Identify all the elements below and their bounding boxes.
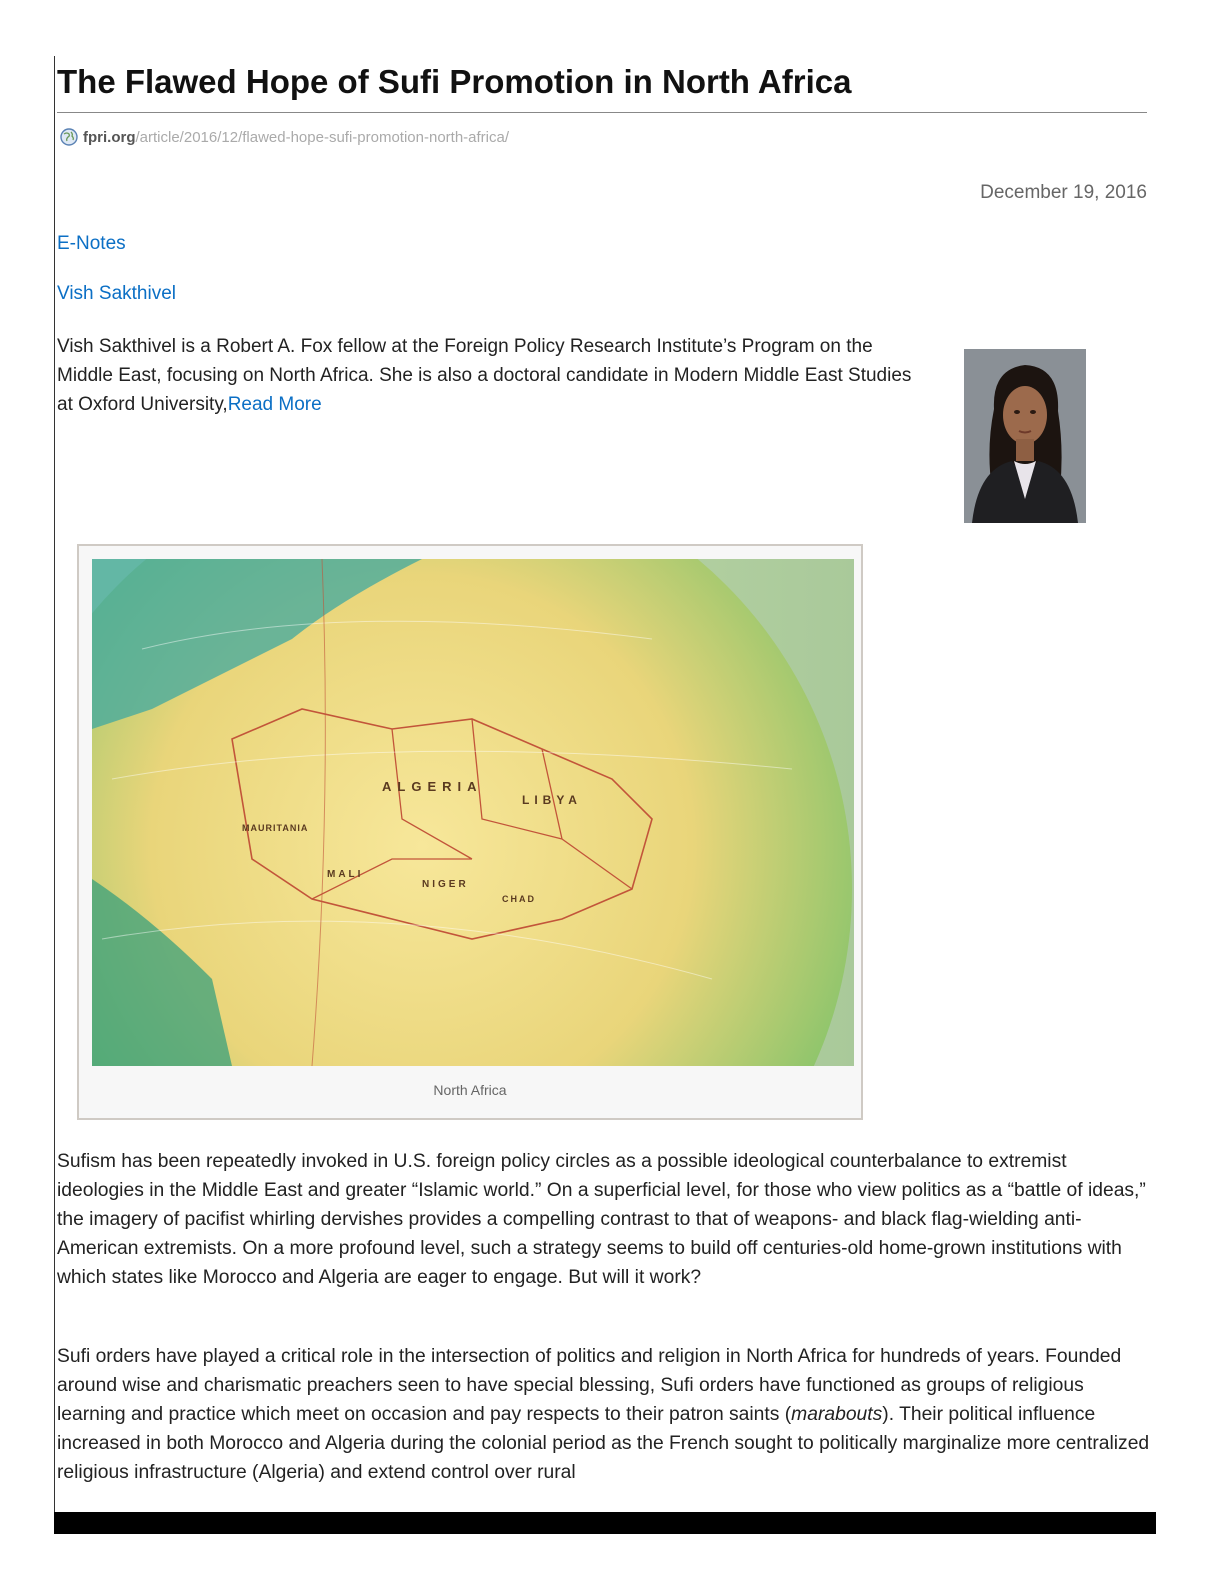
paragraph-2-italic: marabouts [791, 1404, 883, 1425]
map-label-chad: CHAD [502, 894, 536, 904]
author-photo [964, 349, 1086, 523]
globe-icon [60, 128, 78, 146]
map-label-mauritania: MAURITANIA [242, 823, 309, 833]
source-url[interactable] [60, 124, 509, 150]
author-link[interactable]: Vish Sakthivel [57, 283, 176, 304]
title-divider [57, 112, 1147, 113]
globe-map-graphic [92, 559, 854, 1066]
map-label-algeria: ALGERIA [382, 779, 483, 794]
author-portrait [964, 349, 1086, 523]
publish-date: December 19, 2016 [980, 182, 1147, 203]
read-more-link[interactable]: Read More [227, 394, 322, 415]
figure-caption: North Africa [433, 1082, 507, 1098]
paragraph-2-before: Sufi orders have played a critical role in the intersection of politics and religion in North Africa for hundreds of years. Founded around wise and charismatic preachers seen to have special blessing, Sufi orders have functioned as groups of religious learning and practice which meet on occasion and pay respects to their patron saints ( [57, 1346, 1122, 1425]
map-label-mali: MALI [327, 869, 364, 880]
source-domain[interactable]: fpri.org [83, 128, 136, 146]
left-margin-rule [54, 56, 55, 1534]
body-paragraph-2 [57, 1342, 1152, 1487]
map-label-libya: LIBYA [522, 793, 582, 807]
page-bottom-bar [54, 1512, 1156, 1534]
body-paragraph-1: Sufism has been repeatedly invoked in U.S. foreign policy circles as a possible ideological counterbalance to extremist ideologies in the Middle East and greater “Islamic world.” On a superficial level, for those who view politics as a “battle of ideas,” the imagery of pacifist whirling dervishes provides a compelling contrast to that of weapons- and black flag-wielding anti-American extremists. On a more profound level, such a strategy seems to build off centuries-old home-grown institutions with which states like Morocco and Algeria are eager to engage. But will it work? [57, 1151, 1146, 1288]
article-title: The Flawed Hope of Sufi Promotion in North Africa [57, 63, 852, 100]
paragraph-2-after: ). Their political influence increased in both Morocco and Algeria during the colonial period as the French sought to politically marginalize more centralized religious infrastructure (Algeria) and extend control over rural [57, 1404, 1150, 1483]
article-figure [77, 544, 863, 1120]
author-bio-text: Vish Sakthivel is a Robert A. Fox fellow at the Foreign Policy Research Institute’s Program on the Middle East, focusing on North Africa. She is also a doctoral candidate in Modern Middle East Studies at Oxford University, [57, 336, 912, 415]
author-bio [57, 332, 917, 419]
map-label-niger: NIGER [422, 879, 469, 890]
category-link[interactable]: E-Notes [57, 233, 126, 254]
north-africa-globe-image [92, 559, 854, 1066]
source-path[interactable]: /article/2016/12/flawed-hope-sufi-promotion-north-africa/ [135, 128, 510, 146]
